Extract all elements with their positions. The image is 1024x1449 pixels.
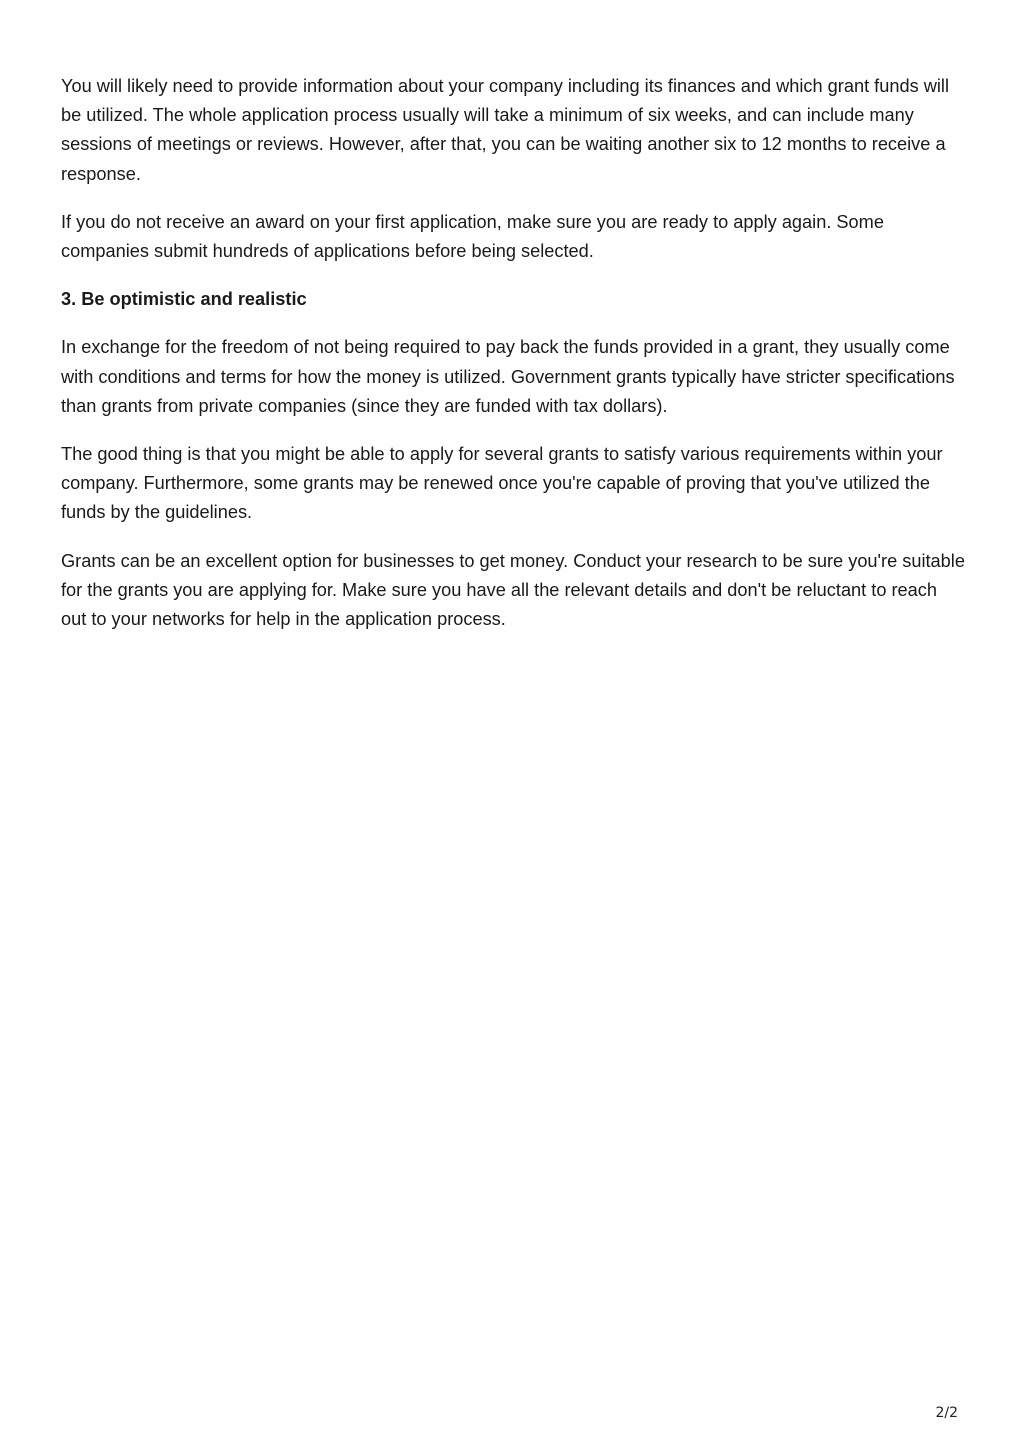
paragraph-conclusion: Grants can be an excellent option for businesses to get money. Conduct your research to be sure you're suitable for the grants you are applying for. Make sure you have all the relevant details and don't be reluctant to reach out to your networks for help in the application process. xyxy=(61,550,965,630)
paragraph-several-grants: The good thing is that you might be able to apply for several grants to satisfy various requirements within your company. Furthermore, some grants may be renewed once you're capable of proving that you've utilized the funds by the guidelines. xyxy=(61,444,943,523)
document-body xyxy=(61,72,966,653)
paragraph-application-info: You will likely need to provide information about your company including its finances and which grant funds will be utilized. The whole application process usually will take a minimum of six weeks, and can include many sessions of meetings or reviews. However, after that, you can be waiting another six to 12 months to receive a response. xyxy=(61,76,949,184)
paragraph-apply-again: If you do not receive an award on your first application, make sure you are ready to apply again. Some companies submit hundreds of applications before being selected. xyxy=(61,211,884,262)
section-heading: 3. Be optimistic and realistic xyxy=(61,289,307,310)
page-number: 2/2 xyxy=(935,1405,958,1421)
paragraph-conditions: In exchange for the freedom of not being required to pay back the funds provided in a grant, they usually come with conditions and terms for how the money is utilized. Government grants typically have stricter specifications than grants from private companies (since they are funded with tax dollars). xyxy=(61,337,955,416)
